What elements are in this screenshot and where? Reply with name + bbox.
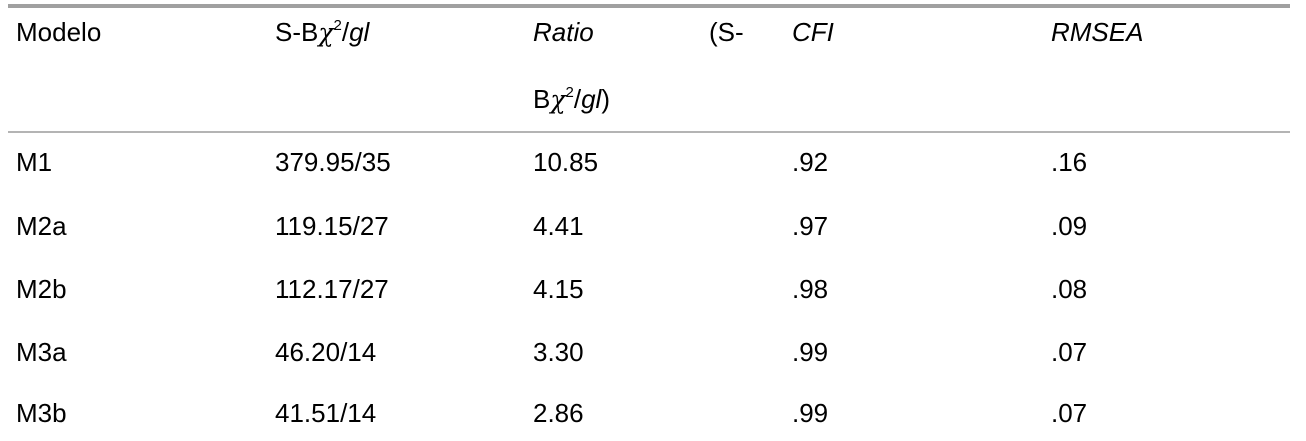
header-bottom-rule xyxy=(8,131,1290,133)
row-4-sb: 46.20/14 xyxy=(275,337,377,367)
row-4-cfi: .99 xyxy=(792,337,829,367)
row-5-rmsea: .07 xyxy=(1051,398,1088,428)
row-5-ratio: 2.86 xyxy=(533,398,584,428)
row-2-cfi: .97 xyxy=(792,211,829,241)
row-5-sb: 41.51/14 xyxy=(275,398,377,428)
table-top-rule xyxy=(8,4,1290,8)
header-ratio-paren: (S- xyxy=(709,17,744,47)
header-ratio-close: ) xyxy=(601,84,610,114)
chi-symbol: χ xyxy=(550,85,566,114)
header-sb-prefix: S-B xyxy=(275,17,319,47)
header-ratio-gl: gl xyxy=(581,84,602,114)
row-5-modelo: M3b xyxy=(16,398,67,428)
header-sb-chi2-gl xyxy=(275,17,369,48)
row-2-ratio: 4.41 xyxy=(533,211,584,241)
header-sb-gl: gl xyxy=(349,17,370,47)
header-ratio-slash: / xyxy=(573,84,582,114)
row-1-sb: 379.95/35 xyxy=(275,147,391,177)
row-2-modelo: M2a xyxy=(16,211,67,241)
row-4-ratio: 3.30 xyxy=(533,337,584,367)
row-1-rmsea: .16 xyxy=(1051,147,1088,177)
row-4-rmsea: .07 xyxy=(1051,337,1088,367)
row-1-cfi: .92 xyxy=(792,147,829,177)
header-ratio-b: B xyxy=(533,84,551,114)
header-rmsea: RMSEA xyxy=(1051,17,1144,47)
superscript-2: 2 xyxy=(333,17,342,34)
row-3-modelo: M2b xyxy=(16,274,67,304)
header-ratio-line2 xyxy=(533,84,610,115)
header-modelo: Modelo xyxy=(16,17,102,47)
row-1-ratio: 10.85 xyxy=(533,147,599,177)
header-cfi: CFI xyxy=(792,17,834,47)
row-3-ratio: 4.15 xyxy=(533,274,584,304)
header-sb-slash: / xyxy=(341,17,350,47)
row-3-cfi: .98 xyxy=(792,274,829,304)
row-4-modelo: M3a xyxy=(16,337,67,367)
row-1-modelo: M1 xyxy=(16,147,53,177)
row-5-cfi: .99 xyxy=(792,398,829,428)
header-ratio-word: Ratio xyxy=(533,17,594,47)
row-3-sb: 112.17/27 xyxy=(275,274,389,304)
chi-symbol: χ xyxy=(318,18,334,47)
superscript-2: 2 xyxy=(565,84,574,101)
row-3-rmsea: .08 xyxy=(1051,274,1088,304)
row-2-rmsea: .09 xyxy=(1051,211,1088,241)
row-2-sb: 119.15/27 xyxy=(275,211,389,241)
